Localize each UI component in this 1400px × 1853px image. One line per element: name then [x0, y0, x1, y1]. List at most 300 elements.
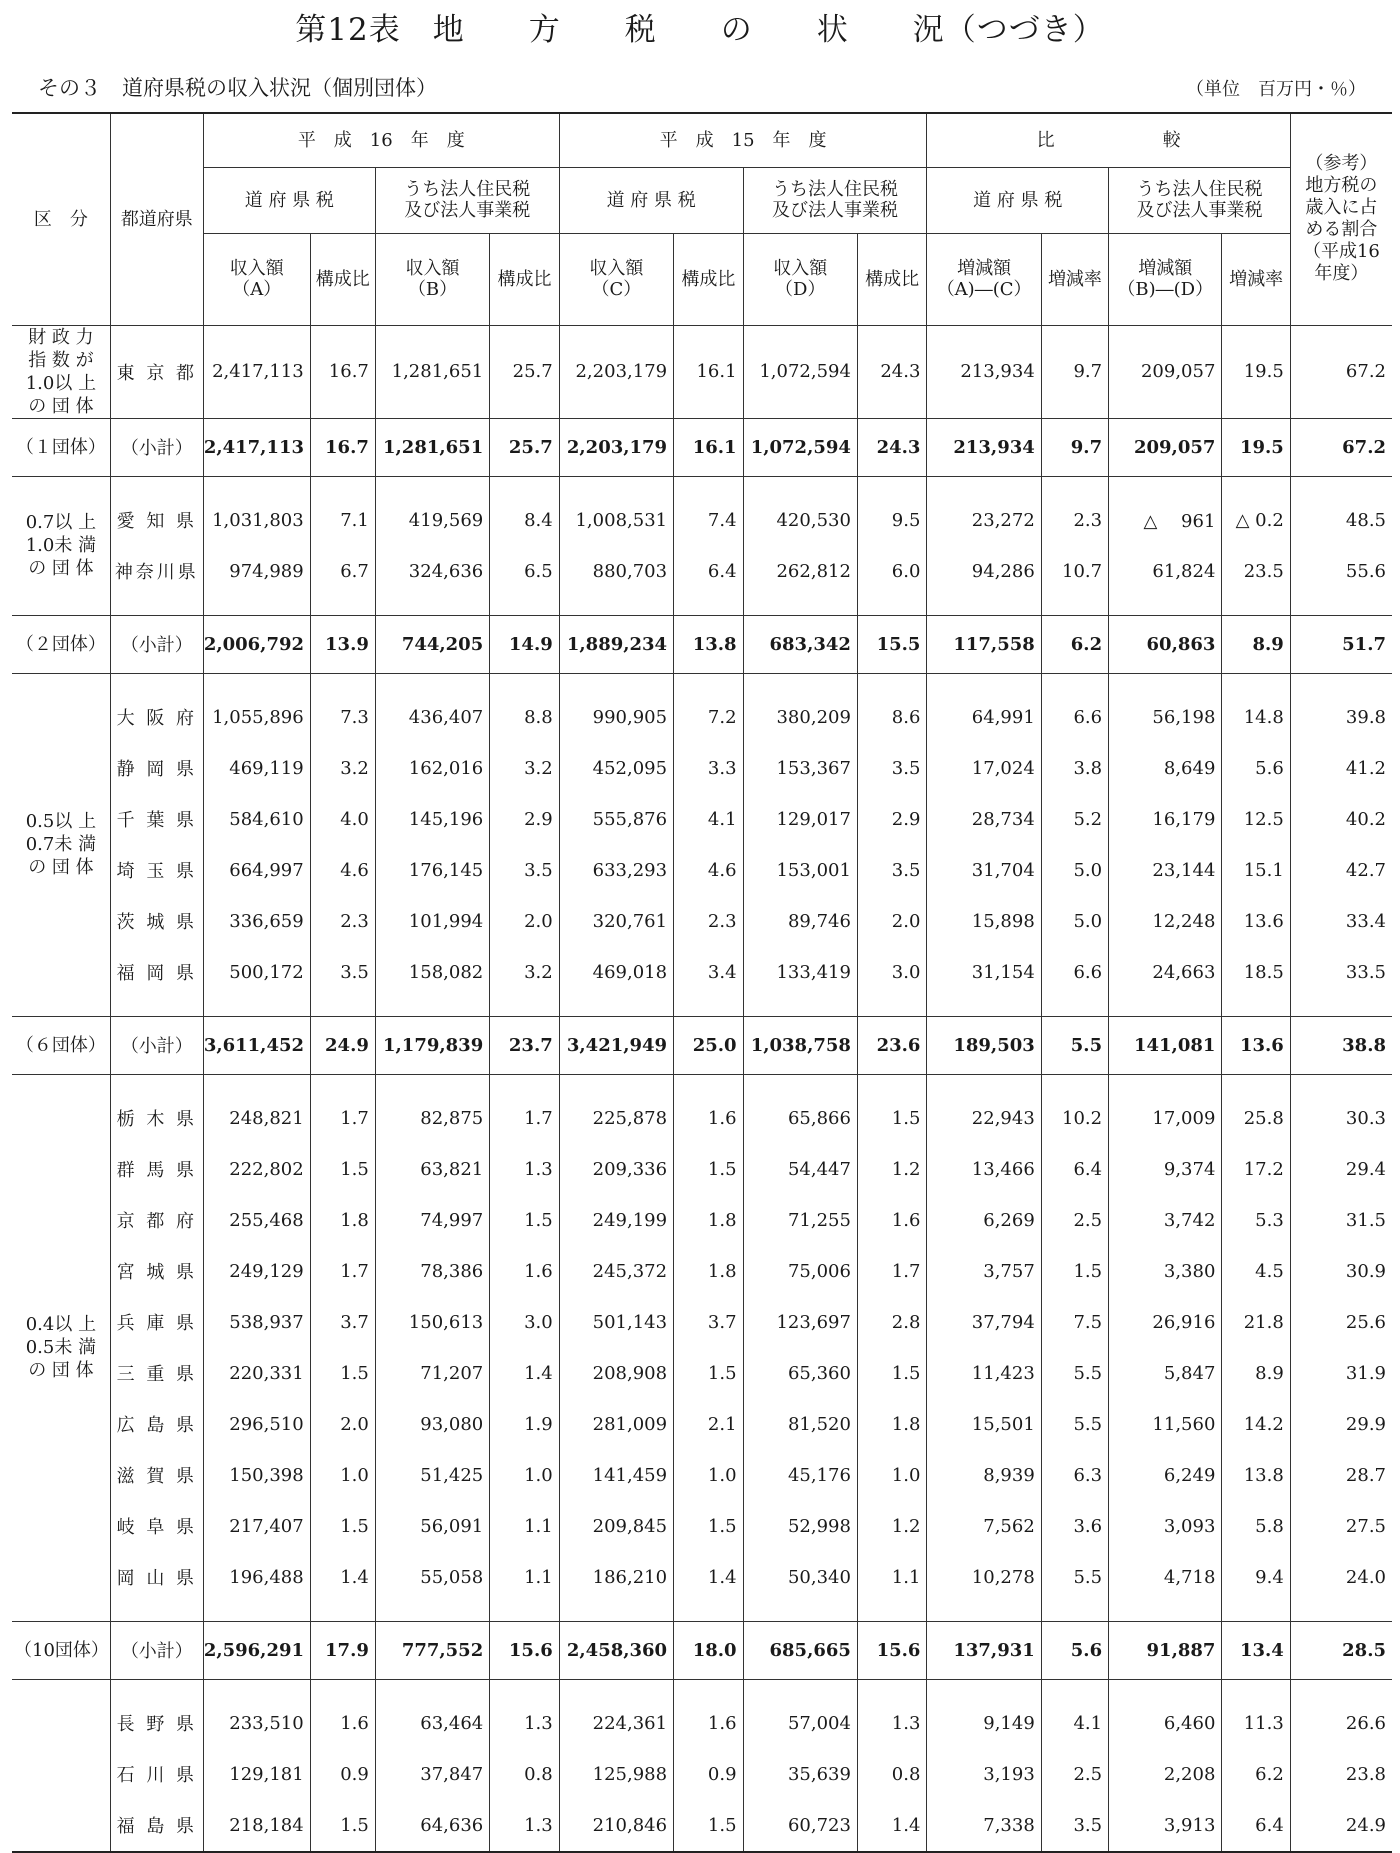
table-cell: 1.0 — [857, 1450, 927, 1501]
table-row — [12, 794, 1392, 845]
header-sanko: （参考） 地方税の 歳入に占 める割合 （平成16 年度） — [1290, 113, 1392, 325]
header-dofukenzei-h15: 道 府 県 税 — [559, 167, 743, 233]
subtotal-cell: 213,934 — [927, 418, 1041, 476]
table-cell: 4.6 — [310, 845, 375, 896]
table-cell: 17.2 — [1222, 1144, 1290, 1195]
table-cell: 4.1 — [1041, 1698, 1108, 1749]
table-cell: 25.6 — [1290, 1297, 1392, 1348]
table-cell: 1.8 — [674, 1246, 743, 1297]
table-cell: 82,875 — [375, 1093, 489, 1144]
table-cell: 8.6 — [857, 692, 927, 743]
table-cell: 2.3 — [1041, 495, 1108, 546]
table-cell: 15,898 — [927, 896, 1041, 947]
table-cell: 5.2 — [1041, 794, 1108, 845]
page-title: 第12表 地 方 税 の 状 況（つづき） — [295, 12, 1105, 48]
table-cell: 213,934 — [927, 337, 1041, 407]
table-cell: 5.6 — [1222, 743, 1290, 794]
table-cell: 64,991 — [927, 692, 1041, 743]
table-cell: 42.7 — [1290, 845, 1392, 896]
table-cell: 5.0 — [1041, 896, 1108, 947]
header-zogenritsu: 増減率 — [1222, 233, 1290, 325]
group-count: （10団体） — [12, 1621, 110, 1679]
table-cell: 9.5 — [857, 495, 927, 546]
table-cell: 633,293 — [559, 845, 673, 896]
subtotal-row — [12, 1621, 1392, 1679]
table-cell: 255,468 — [203, 1195, 310, 1246]
unit-note: （単位 百万円・％） — [1186, 79, 1366, 100]
table-cell: 22,943 — [927, 1093, 1041, 1144]
table-cell: 9.7 — [1041, 337, 1108, 407]
subtotal-cell: 1,281,651 — [375, 418, 489, 476]
table-cell: 71,255 — [743, 1195, 857, 1246]
table-row — [12, 546, 1392, 597]
table-cell: 436,407 — [375, 692, 489, 743]
subtotal-cell: 60,863 — [1109, 615, 1222, 673]
table-cell: 1.6 — [857, 1195, 927, 1246]
table-cell: 52,998 — [743, 1501, 857, 1552]
table-cell: 41.2 — [1290, 743, 1392, 794]
table-cell: 196,488 — [203, 1552, 310, 1603]
header-dofukenzei-hikaku: 道 府 県 税 — [927, 167, 1109, 233]
table-cell: 1.6 — [490, 1246, 560, 1297]
table-cell: 150,398 — [203, 1450, 310, 1501]
subtotal-row — [12, 615, 1392, 673]
prefecture-name: 福 島 県 — [110, 1800, 203, 1852]
subtotal-cell: 13.6 — [1222, 1016, 1290, 1074]
table-cell: 2,203,179 — [559, 337, 673, 407]
header-todofuken: 都道府県 — [110, 113, 203, 325]
table-cell: 186,210 — [559, 1552, 673, 1603]
subtotal-cell: 3,611,452 — [203, 1016, 310, 1074]
table-cell: 320,761 — [559, 896, 673, 947]
table-cell: 24.9 — [1290, 1800, 1392, 1852]
table-cell: 501,143 — [559, 1297, 673, 1348]
table-row — [12, 1144, 1392, 1195]
subtotal-cell: 2,417,113 — [203, 418, 310, 476]
table-cell: 1.5 — [857, 1093, 927, 1144]
table-cell: 60,723 — [743, 1800, 857, 1852]
table-cell: 1.7 — [310, 1093, 375, 1144]
table-cell: 1.1 — [490, 1501, 560, 1552]
spacer-row — [12, 1679, 1392, 1698]
table-cell: 452,095 — [559, 743, 673, 794]
subtotal-cell: 23.7 — [490, 1016, 560, 1074]
table-cell: 1.4 — [857, 1800, 927, 1852]
table-cell: 222,802 — [203, 1144, 310, 1195]
table-cell: 1.4 — [490, 1348, 560, 1399]
table-cell: 7.5 — [1041, 1297, 1108, 1348]
table-cell: 1,055,896 — [203, 692, 310, 743]
table-cell: 555,876 — [559, 794, 673, 845]
table-cell: 6.4 — [1222, 1800, 1290, 1852]
subtotal-cell: 1,038,758 — [743, 1016, 857, 1074]
table-cell: 3,193 — [927, 1749, 1041, 1800]
subtotal-cell: 117,558 — [927, 615, 1041, 673]
table-cell: 1,072,594 — [743, 337, 857, 407]
table-cell: 2,417,113 — [203, 337, 310, 407]
table-row — [12, 337, 1392, 407]
table-cell: 75,006 — [743, 1246, 857, 1297]
subtotal-cell: 23.6 — [857, 1016, 927, 1074]
header-dofukenzei-h16: 道 府 県 税 — [203, 167, 375, 233]
table-cell: 45,176 — [743, 1450, 857, 1501]
subtotal-cell: 685,665 — [743, 1621, 857, 1679]
table-cell: 1.3 — [857, 1698, 927, 1749]
table-cell: 380,209 — [743, 692, 857, 743]
table-cell: 1.5 — [674, 1800, 743, 1852]
table-cell: 55,058 — [375, 1552, 489, 1603]
subtotal-cell: 5.5 — [1041, 1016, 1108, 1074]
table-cell: 55.6 — [1290, 546, 1392, 597]
table-cell: 3.2 — [490, 743, 560, 794]
spacer-row — [12, 476, 1392, 495]
table-cell: 56,091 — [375, 1501, 489, 1552]
table-cell: 1.5 — [1041, 1246, 1108, 1297]
group-count: （２団体） — [12, 615, 110, 673]
table-cell: 133,419 — [743, 947, 857, 998]
table-cell: △ 0.2 — [1222, 495, 1290, 546]
table-cell: 153,367 — [743, 743, 857, 794]
table-cell: 209,057 — [1109, 337, 1222, 407]
table-cell: 129,181 — [203, 1749, 310, 1800]
header-hojin-h15: うち法人住民税 及び法人事業税 — [743, 167, 927, 233]
table-cell: 6,460 — [1109, 1698, 1222, 1749]
table-cell: 17,024 — [927, 743, 1041, 794]
table-cell: 5.0 — [1041, 845, 1108, 896]
table-cell: 7.1 — [310, 495, 375, 546]
table-cell: 10.2 — [1041, 1093, 1108, 1144]
table-cell: 2.3 — [674, 896, 743, 947]
table-cell: 990,905 — [559, 692, 673, 743]
table-cell: 0.9 — [310, 1749, 375, 1800]
table-cell: 3.5 — [310, 947, 375, 998]
table-cell: △ 961 — [1109, 495, 1222, 546]
table-cell: 3.6 — [1041, 1501, 1108, 1552]
table-cell: 81,520 — [743, 1399, 857, 1450]
table-cell: 33.4 — [1290, 896, 1392, 947]
table-cell: 1.5 — [310, 1144, 375, 1195]
table-cell: 24,663 — [1109, 947, 1222, 998]
table-cell: 664,997 — [203, 845, 310, 896]
table-cell: 245,372 — [559, 1246, 673, 1297]
table-cell: 1.4 — [674, 1552, 743, 1603]
subtotal-cell: 6.2 — [1041, 615, 1108, 673]
subtotal-cell: 15.6 — [857, 1621, 927, 1679]
prefecture-name: 岡 山 県 — [110, 1552, 203, 1603]
prefecture-name: 滋 賀 県 — [110, 1450, 203, 1501]
table-cell: 1.3 — [490, 1144, 560, 1195]
table-cell: 5.5 — [1041, 1348, 1108, 1399]
table-cell: 281,009 — [559, 1399, 673, 1450]
header-shunyu-d: 収入額 （D） — [743, 233, 857, 325]
table-cell: 1.5 — [310, 1501, 375, 1552]
table-cell: 3,380 — [1109, 1246, 1222, 1297]
table-cell: 89,746 — [743, 896, 857, 947]
table-cell: 56,198 — [1109, 692, 1222, 743]
table-cell: 51,425 — [375, 1450, 489, 1501]
table-cell: 50,340 — [743, 1552, 857, 1603]
table-cell: 1.6 — [674, 1093, 743, 1144]
table-cell: 420,530 — [743, 495, 857, 546]
table-cell: 13.8 — [1222, 1450, 1290, 1501]
table-cell: 7.2 — [674, 692, 743, 743]
table-cell: 2,208 — [1109, 1749, 1222, 1800]
category-cell: 0.5以 上 0.7未 満 の 団 体 — [25, 811, 97, 878]
subtotal-cell: 17.9 — [310, 1621, 375, 1679]
table-cell: 233,510 — [203, 1698, 310, 1749]
table-cell: 16,179 — [1109, 794, 1222, 845]
table-cell: 2.8 — [857, 1297, 927, 1348]
subtotal-cell: 1,179,839 — [375, 1016, 489, 1074]
table-cell: 4.5 — [1222, 1246, 1290, 1297]
table-cell: 25.7 — [490, 337, 560, 407]
table-row — [12, 1552, 1392, 1603]
subtotal-cell: 13.8 — [674, 615, 743, 673]
table-cell: 1.2 — [857, 1144, 927, 1195]
table-cell: 1.5 — [674, 1501, 743, 1552]
table-cell: 64,636 — [375, 1800, 489, 1852]
table-cell: 10.7 — [1041, 546, 1108, 597]
prefecture-name: 茨 城 県 — [110, 896, 203, 947]
header-h15: 平 成 15 年 度 — [559, 113, 927, 167]
table-body — [12, 325, 1392, 1852]
category-cell: 財 政 力 指 数 が 1.0以 上 の 団 体 — [25, 326, 97, 417]
table-cell: 14.8 — [1222, 692, 1290, 743]
table-cell: 13,466 — [927, 1144, 1041, 1195]
table-cell: 249,199 — [559, 1195, 673, 1246]
table-cell: 3.7 — [310, 1297, 375, 1348]
table-cell: 0.8 — [490, 1749, 560, 1800]
table-cell: 209,845 — [559, 1501, 673, 1552]
table-cell: 1.0 — [490, 1450, 560, 1501]
subtotal-cell: 16.1 — [674, 418, 743, 476]
table-row — [12, 1501, 1392, 1552]
table-cell: 17,009 — [1109, 1093, 1222, 1144]
local-tax-table — [12, 112, 1392, 1853]
table-cell: 2.5 — [1041, 1195, 1108, 1246]
table-cell: 3,757 — [927, 1246, 1041, 1297]
table-cell: 1.8 — [674, 1195, 743, 1246]
table-row — [12, 743, 1392, 794]
prefecture-name: 群 馬 県 — [110, 1144, 203, 1195]
table-cell: 6.4 — [1041, 1144, 1108, 1195]
table-cell: 2.9 — [490, 794, 560, 845]
prefecture-name: 三 重 県 — [110, 1348, 203, 1399]
subtotal-row — [12, 418, 1392, 476]
table-cell: 208,908 — [559, 1348, 673, 1399]
table-cell: 74,997 — [375, 1195, 489, 1246]
table-row — [12, 947, 1392, 998]
table-cell: 3.5 — [1041, 1800, 1108, 1852]
table-cell: 1.2 — [857, 1501, 927, 1552]
table-row — [12, 692, 1392, 743]
subtotal-cell: 2,596,291 — [203, 1621, 310, 1679]
table-cell: 26.6 — [1290, 1698, 1392, 1749]
table-cell: 35,639 — [743, 1749, 857, 1800]
table-cell: 3.0 — [490, 1297, 560, 1348]
header-zogenritsu: 増減率 — [1041, 233, 1108, 325]
table-cell: 3.2 — [490, 947, 560, 998]
subtotal-label: （小計） — [110, 1621, 203, 1679]
table-cell: 1.6 — [674, 1698, 743, 1749]
table-cell: 26,916 — [1109, 1297, 1222, 1348]
spacer-row — [12, 325, 1392, 337]
header-kubun: 区 分 — [12, 113, 110, 325]
table-cell: 14.2 — [1222, 1399, 1290, 1450]
subtotal-cell: 15.6 — [490, 1621, 560, 1679]
subtotal-cell: 141,081 — [1109, 1016, 1222, 1074]
table-cell: 16.7 — [310, 337, 375, 407]
table-cell: 1.6 — [310, 1698, 375, 1749]
table-row — [12, 1348, 1392, 1399]
table-cell: 31.9 — [1290, 1348, 1392, 1399]
table-cell: 11,560 — [1109, 1399, 1222, 1450]
subtotal-cell: 777,552 — [375, 1621, 489, 1679]
header-koseihi: 構成比 — [857, 233, 927, 325]
table-cell: 1.5 — [490, 1195, 560, 1246]
table-cell: 24.0 — [1290, 1552, 1392, 1603]
table-cell: 11.3 — [1222, 1698, 1290, 1749]
table-cell: 1.1 — [857, 1552, 927, 1603]
table-cell: 15.1 — [1222, 845, 1290, 896]
table-cell: 39.8 — [1290, 692, 1392, 743]
table-cell: 8.8 — [490, 692, 560, 743]
table-row — [12, 1749, 1392, 1800]
subtotal-cell: 1,889,234 — [559, 615, 673, 673]
subtotal-cell: 24.3 — [857, 418, 927, 476]
header-shunyu-a: 収入額 （A） — [203, 233, 310, 325]
table-cell: 3.2 — [310, 743, 375, 794]
table-cell: 0.8 — [857, 1749, 927, 1800]
table-cell: 880,703 — [559, 546, 673, 597]
table-cell: 1,008,531 — [559, 495, 673, 546]
table-cell: 125,988 — [559, 1749, 673, 1800]
table-row — [12, 1800, 1392, 1852]
table-cell: 31,154 — [927, 947, 1041, 998]
subtotal-cell: 5.6 — [1041, 1621, 1108, 1679]
prefecture-name: 岐 阜 県 — [110, 1501, 203, 1552]
subtotal-cell: 2,006,792 — [203, 615, 310, 673]
table-cell: 27.5 — [1290, 1501, 1392, 1552]
table-cell: 4.0 — [310, 794, 375, 845]
table-cell: 1.5 — [310, 1348, 375, 1399]
prefecture-name: 神奈川県 — [110, 546, 203, 597]
table-cell: 2.0 — [857, 896, 927, 947]
table-cell: 19.5 — [1222, 337, 1290, 407]
prefecture-name: 栃 木 県 — [110, 1093, 203, 1144]
table-cell: 3.0 — [857, 947, 927, 998]
table-cell: 1.5 — [674, 1144, 743, 1195]
table-cell: 6.6 — [1041, 692, 1108, 743]
subtotal-cell: 15.5 — [857, 615, 927, 673]
table-cell: 218,184 — [203, 1800, 310, 1852]
table-cell: 4,718 — [1109, 1552, 1222, 1603]
subtotal-cell: 24.9 — [310, 1016, 375, 1074]
table-cell: 3,913 — [1109, 1800, 1222, 1852]
table-cell: 6,249 — [1109, 1450, 1222, 1501]
table-cell: 9,149 — [927, 1698, 1041, 1749]
table-cell: 153,001 — [743, 845, 857, 896]
header-koseihi: 構成比 — [310, 233, 375, 325]
table-cell: 123,697 — [743, 1297, 857, 1348]
prefecture-name: 埼 玉 県 — [110, 845, 203, 896]
table-subtitle: その３ 道府県税の収入状況（個別団体） — [38, 76, 437, 100]
table-cell: 61,824 — [1109, 546, 1222, 597]
spacer-row — [12, 998, 1392, 1017]
spacer-row — [12, 406, 1392, 418]
table-cell: 31,704 — [927, 845, 1041, 896]
header-zogen-ac: 増減額 （A)―(C） — [927, 233, 1041, 325]
table-cell: 9,374 — [1109, 1144, 1222, 1195]
table-cell: 538,937 — [203, 1297, 310, 1348]
prefecture-name: 愛 知 県 — [110, 495, 203, 546]
table-cell: 1.0 — [674, 1450, 743, 1501]
table-cell: 419,569 — [375, 495, 489, 546]
header-zogen-bd: 増減額 （B)―(D） — [1109, 233, 1222, 325]
table-cell: 1.0 — [310, 1450, 375, 1501]
category-cell — [12, 1679, 110, 1852]
table-cell: 29.4 — [1290, 1144, 1392, 1195]
table-cell: 1.3 — [490, 1698, 560, 1749]
table-cell: 1.7 — [310, 1246, 375, 1297]
table-cell: 5.3 — [1222, 1195, 1290, 1246]
table-cell: 63,821 — [375, 1144, 489, 1195]
subtotal-cell: 3,421,949 — [559, 1016, 673, 1074]
prefecture-name: 東 京 都 — [110, 337, 203, 407]
subtotal-cell: 25.0 — [674, 1016, 743, 1074]
table-cell: 94,286 — [927, 546, 1041, 597]
table-cell: 145,196 — [375, 794, 489, 845]
table-cell: 8,939 — [927, 1450, 1041, 1501]
subtotal-cell: 2,458,360 — [559, 1621, 673, 1679]
table-cell: 1.4 — [310, 1552, 375, 1603]
table-cell: 8.9 — [1222, 1348, 1290, 1399]
subtotal-cell: 91,887 — [1109, 1621, 1222, 1679]
table-row — [12, 1698, 1392, 1749]
subtotal-cell: 209,057 — [1109, 418, 1222, 476]
table-cell: 7,338 — [927, 1800, 1041, 1852]
table-cell: 65,866 — [743, 1093, 857, 1144]
subtotal-cell: 25.7 — [490, 418, 560, 476]
table-cell: 33.5 — [1290, 947, 1392, 998]
group-count: （６団体） — [12, 1016, 110, 1074]
table-cell: 176,145 — [375, 845, 489, 896]
table-cell: 1.5 — [310, 1800, 375, 1852]
table-cell: 6.5 — [490, 546, 560, 597]
table-cell: 93,080 — [375, 1399, 489, 1450]
table-cell: 12.5 — [1222, 794, 1290, 845]
spacer-row — [12, 673, 1392, 692]
subtotal-cell: 18.0 — [674, 1621, 743, 1679]
subtotal-cell: 8.9 — [1222, 615, 1290, 673]
table-cell: 28,734 — [927, 794, 1041, 845]
category-cell: 0.7以 上 1.0未 満 の 団 体 — [25, 512, 97, 579]
table-cell: 28.7 — [1290, 1450, 1392, 1501]
table-cell: 1.5 — [674, 1348, 743, 1399]
table-cell: 9.4 — [1222, 1552, 1290, 1603]
table-cell: 7.3 — [310, 692, 375, 743]
table-cell: 1.8 — [310, 1195, 375, 1246]
table-cell: 6.4 — [674, 546, 743, 597]
prefecture-name: 千 葉 県 — [110, 794, 203, 845]
table-cell: 0.9 — [674, 1749, 743, 1800]
subtotal-label: （小計） — [110, 418, 203, 476]
table-row — [12, 1297, 1392, 1348]
group-count: （１団体） — [12, 418, 110, 476]
table-cell: 150,613 — [375, 1297, 489, 1348]
header-hojin-h16: うち法人住民税 及び法人事業税 — [375, 167, 559, 233]
table-cell: 15,501 — [927, 1399, 1041, 1450]
